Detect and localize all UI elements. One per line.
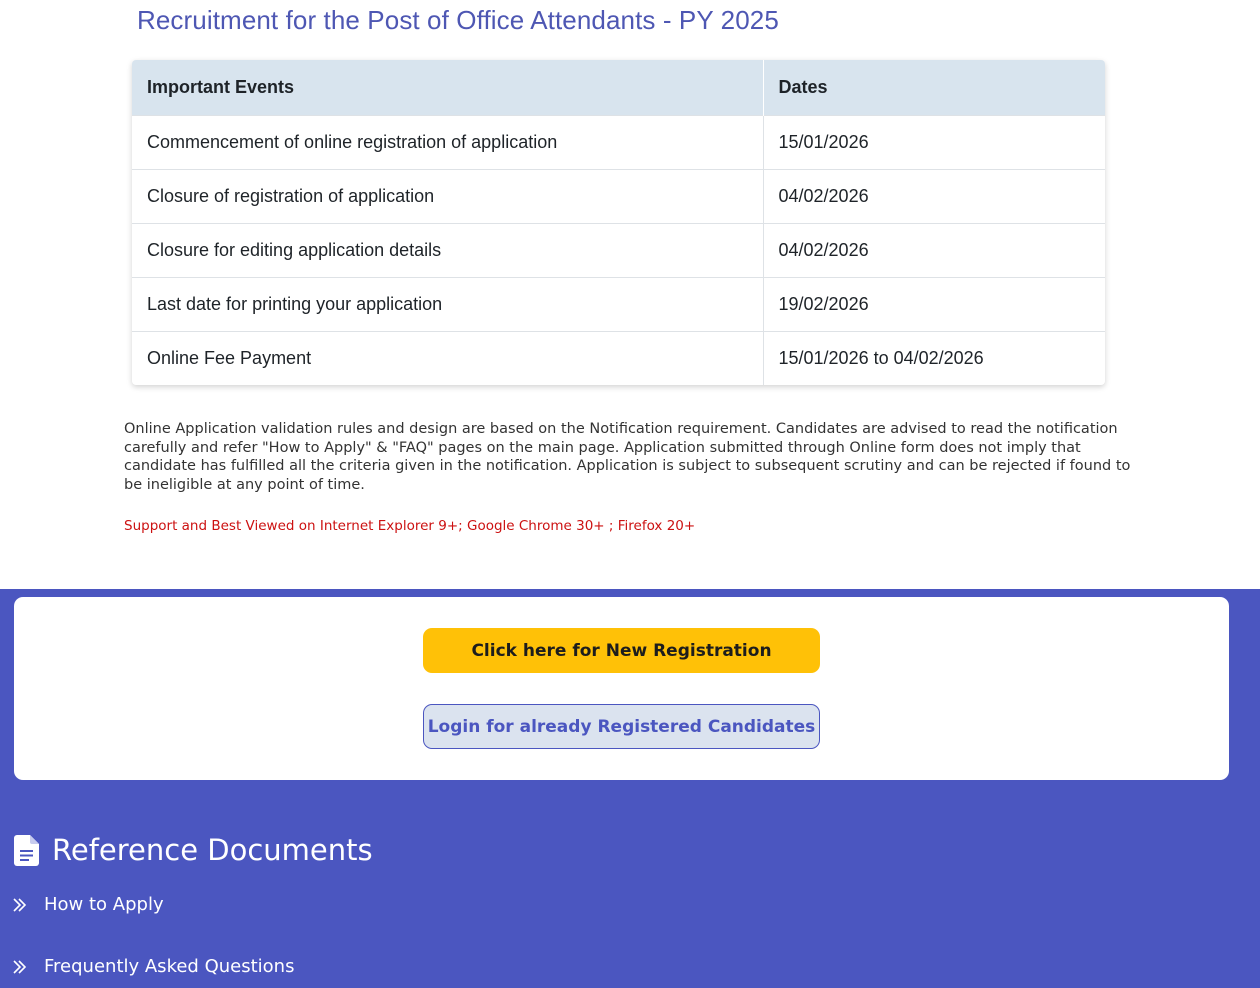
table-header-row: [132, 60, 1105, 115]
date-cell: 15/01/2026 to 04/02/2026: [763, 331, 1105, 385]
login-button[interactable]: Login for already Registered Candidates: [423, 704, 820, 749]
new-registration-button[interactable]: Click here for New Registration: [423, 628, 820, 673]
browser-support-note: Support and Best Viewed on Internet Explorer 9+; Google Chrome 30+ ; Firefox 20+: [124, 518, 696, 534]
date-cell: 15/01/2026: [763, 115, 1105, 169]
page-title: Recruitment for the Post of Office Attendants - PY 2025: [137, 5, 779, 35]
event-cell: Closure for editing application details: [132, 223, 763, 277]
registration-section: [0, 589, 1260, 988]
double-chevron-right-icon: [12, 897, 28, 913]
table-row: [132, 223, 1105, 277]
header-dates: Dates: [763, 60, 1105, 115]
faq-link[interactable]: [12, 956, 294, 977]
event-cell: Commencement of online registration of application: [132, 115, 763, 169]
date-cell: 19/02/2026: [763, 277, 1105, 331]
faq-label[interactable]: Frequently Asked Questions: [44, 956, 295, 977]
table-row: [132, 331, 1105, 385]
date-cell: 04/02/2026: [763, 223, 1105, 277]
reference-documents-heading: [14, 833, 373, 867]
event-cell: Last date for printing your application: [132, 277, 763, 331]
date-cell: 04/02/2026: [763, 169, 1105, 223]
header-important-events: Important Events: [132, 60, 763, 115]
table-row: [132, 277, 1105, 331]
double-chevron-right-icon: [12, 959, 28, 975]
how-to-apply-label[interactable]: How to Apply: [44, 894, 164, 915]
action-card: [14, 597, 1229, 780]
important-events-table: [132, 60, 1105, 385]
how-to-apply-link[interactable]: [12, 894, 164, 915]
event-cell: Online Fee Payment: [132, 331, 763, 385]
event-cell: Closure of registration of application: [132, 169, 763, 223]
table-row: [132, 169, 1105, 223]
application-notice: Online Application validation rules and design are based on the Notification requirement. Candidates are advised to read the notification carefully and refer "How to Apply" & "FAQ" pages on the main page. Application submitted through Online form does not imply that candidate has fulfilled all the criteria given in the notification. Application is subject to subsequent scrutiny and can be rejected if found to be ineligible at any point of time.: [124, 421, 1131, 493]
reference-documents-title: Reference Documents: [52, 833, 373, 867]
document-icon: [14, 835, 39, 866]
table-row: [132, 115, 1105, 169]
